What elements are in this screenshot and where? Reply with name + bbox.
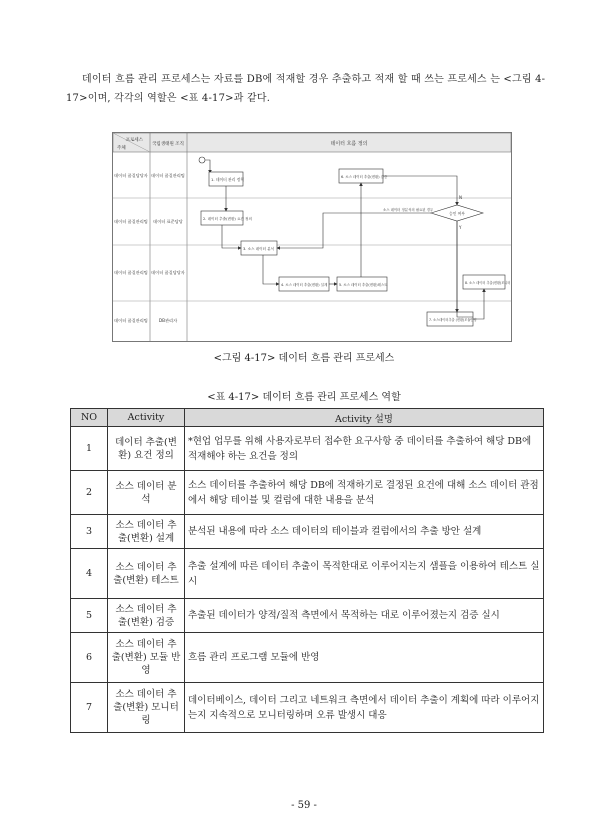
row-no: 3 bbox=[71, 515, 108, 549]
table-row bbox=[71, 599, 544, 633]
process-label-1: 1. 데이터 관리 정책 bbox=[211, 177, 244, 182]
table-row bbox=[71, 515, 544, 549]
header-title: 데이터 흐름 정의 bbox=[330, 141, 368, 147]
row-no: 2 bbox=[71, 471, 108, 515]
header-description: Activity 설명 bbox=[185, 409, 544, 427]
process-label-7: 7. 소스데이터추출 (변환)모듈반영 bbox=[429, 318, 477, 322]
header-process: 프로세스 bbox=[125, 138, 143, 143]
header-no: NO bbox=[71, 409, 108, 427]
row-no: 4 bbox=[71, 549, 108, 599]
header-org: 국립생태원 조직 bbox=[152, 142, 184, 147]
table-row bbox=[71, 549, 544, 599]
row-activity: 소스 데이터 추출(변환) 모니터링 bbox=[108, 683, 185, 733]
lane-3-org: 데이터 품질담당자 bbox=[151, 270, 185, 275]
row-description: *현업 업무를 위해 사용자로부터 접수한 요구사항 중 데이터를 추출하여 해당 DB에 적재해야 하는 요건을 정의 bbox=[185, 427, 544, 471]
row-description: 분석된 내용에 따라 소스 데이터의 테이블과 컬럼에서의 추출 방안 설계 bbox=[185, 515, 544, 549]
row-activity: 소스 데이터 추출(변환) 모듈 반영 bbox=[108, 633, 185, 683]
row-no: 5 bbox=[71, 599, 108, 633]
intro-paragraph bbox=[66, 70, 546, 108]
row-activity: 소스 데이터 추출(변환) 검증 bbox=[108, 599, 185, 633]
lane-4-org: DB관리자 bbox=[158, 318, 178, 323]
lane-2-org: 데이터 표준담당 bbox=[153, 219, 183, 224]
process-label-6: 6. 소스 데이터 추출(변환) 검증 bbox=[341, 175, 388, 179]
roles-table bbox=[70, 408, 544, 733]
row-description: 추출된 데이터가 양적/질적 측면에서 목적하는 대로 이루어졌는지 검증 실시 bbox=[185, 599, 544, 633]
row-activity: 소스 데이터 추출(변환) 설계 bbox=[108, 515, 185, 549]
table-caption: <표 4-17> 데이터 흐름 관리 프로세스 역할 bbox=[207, 392, 401, 403]
table-row bbox=[71, 471, 544, 515]
decision-branch-n: N bbox=[459, 195, 462, 200]
row-description: 데이터베이스, 데이터 그리고 네트워크 측면에서 데이터 추출이 계획에 따라 이루어지는지 지속적으로 모니터링하며 오류 발생시 대응 bbox=[185, 683, 544, 733]
lane-4-subject: 데이터 품질관리팀 bbox=[114, 318, 148, 323]
lane-3-subject: 데이터 품질관리팀 bbox=[114, 270, 148, 275]
table-row bbox=[71, 683, 544, 733]
process-label-2: 2. 데이터 추출(변환) 요건 정의 bbox=[203, 217, 252, 221]
process-label-8: 8. 소스 데이터 추출(변환)모니터 bbox=[465, 281, 511, 285]
table-header-row bbox=[71, 409, 544, 427]
table-row bbox=[71, 633, 544, 683]
lane-1-org: 데이터 품질관리팀 bbox=[151, 173, 185, 178]
row-no: 7 bbox=[71, 683, 108, 733]
lane-1-subject: 데이터 품질담당자 bbox=[114, 173, 148, 178]
figure-caption: <그림 4-17> 데이터 흐름 관리 프로세스 bbox=[213, 353, 395, 364]
header-activity: Activity bbox=[108, 409, 185, 427]
row-activity: 데이터 추출(변환) 요건 정의 bbox=[108, 427, 185, 471]
row-no: 1 bbox=[71, 427, 108, 471]
decision-branch-y: Y bbox=[459, 225, 462, 230]
process-label-4: 4. 소스 데이터 추출(변환) 설계 bbox=[281, 283, 328, 287]
table-row bbox=[71, 427, 544, 471]
row-description: 소스 데이터를 추출하여 해당 DB에 적재하기로 결정된 요건에 대해 소스 데이터 관점에서 해당 테이블 및 컬럼에 대한 내용을 분석 bbox=[185, 471, 544, 515]
page-number: - 59 - bbox=[291, 800, 317, 811]
process-label-5: 5. 소스 데이터 추출(변환)테스트 bbox=[339, 283, 388, 287]
row-activity: 소스 데이터 분석 bbox=[108, 471, 185, 515]
row-description: 흐름 관리 프로그램 모듈에 반영 bbox=[185, 633, 544, 683]
header-subject: 주체 bbox=[117, 146, 126, 151]
start-node bbox=[199, 157, 205, 163]
decision-label: 승인 여부 bbox=[449, 211, 465, 216]
row-activity: 소스 데이터 추출(변환) 테스트 bbox=[108, 549, 185, 599]
process-flow-diagram bbox=[112, 132, 512, 342]
intro-line-2: 는 <그림 4-17>이며, 각각의 역할은 <표 4-17>과 같다. bbox=[66, 74, 546, 104]
row-no: 6 bbox=[71, 633, 108, 683]
process-label-3: 3. 소스 데이터 분석 bbox=[243, 247, 275, 251]
intro-line-1: 데이터 흐름 관리 프로세스는 자료를 DB에 적재할 경우 추출하고 적재 할 때 쓰는 프로세스 bbox=[82, 74, 487, 85]
row-description: 추출 설계에 따른 데이터 추출이 목적한대로 이루어지는지 샘플을 이용하여 테스트 실시 bbox=[185, 549, 544, 599]
lane-2-subject: 데이터 품질관리팀 bbox=[114, 219, 148, 224]
note-text: 소스 데이터 정분석의 필요된 경우 bbox=[383, 208, 434, 212]
